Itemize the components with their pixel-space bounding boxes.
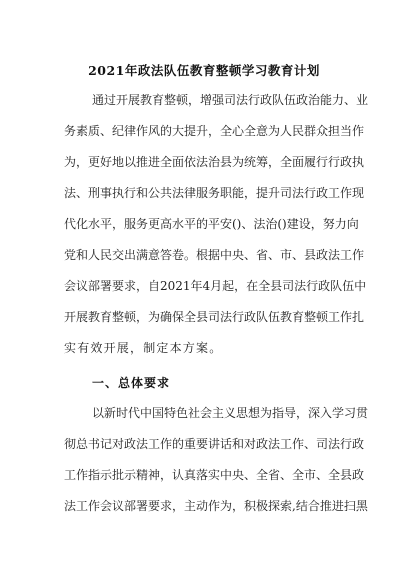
- document-title: 2021年政法队伍教育整顿学习教育计划: [88, 63, 320, 78]
- paragraph-line: 通过开展教育整顿，增强司法行政队伍政治能力、业: [92, 93, 369, 107]
- paragraph-line: 开展教育整顿，为确保全县司法行政队伍教育整顿工作扎: [64, 310, 365, 324]
- paragraph-line: 以新时代中国特色社会主义思想为指导，深入学习贯: [92, 406, 369, 420]
- paragraph-line: 为，更好地以推进全面依法治县为统筹，全面履行行政执: [64, 155, 365, 169]
- paragraph-line: 实有效开展，制定本方案。: [64, 341, 223, 355]
- paragraph-line: 工作指示批示精神，认真落实中央、全省、全市、全县政: [64, 468, 365, 482]
- paragraph-line: 法工作会议部署要求，主动作为，积极探索,结合推进扫黑: [64, 499, 368, 513]
- paragraph-line: 党和人民交出满意答卷。根据中央、省、市、县政法工作: [64, 248, 365, 262]
- section-heading: 一、总体要求: [92, 376, 171, 390]
- paragraph-line: 法、刑事执行和公共法律服务职能，提升司法行政工作现: [64, 186, 365, 200]
- paragraph-line: 务素质、纪律作风的大提升，全心全意为人民群众担当作: [64, 124, 365, 138]
- paragraph-line: 会议部署要求，自2021年4月起，在全县司法行政队伍中: [64, 279, 367, 293]
- paragraph-line: 代化水平，服务更高水平的平安()、法治()建设，努力向: [64, 217, 359, 231]
- paragraph-line: 彻总书记对政法工作的重要讲话和对政法工作、司法行政: [64, 437, 365, 451]
